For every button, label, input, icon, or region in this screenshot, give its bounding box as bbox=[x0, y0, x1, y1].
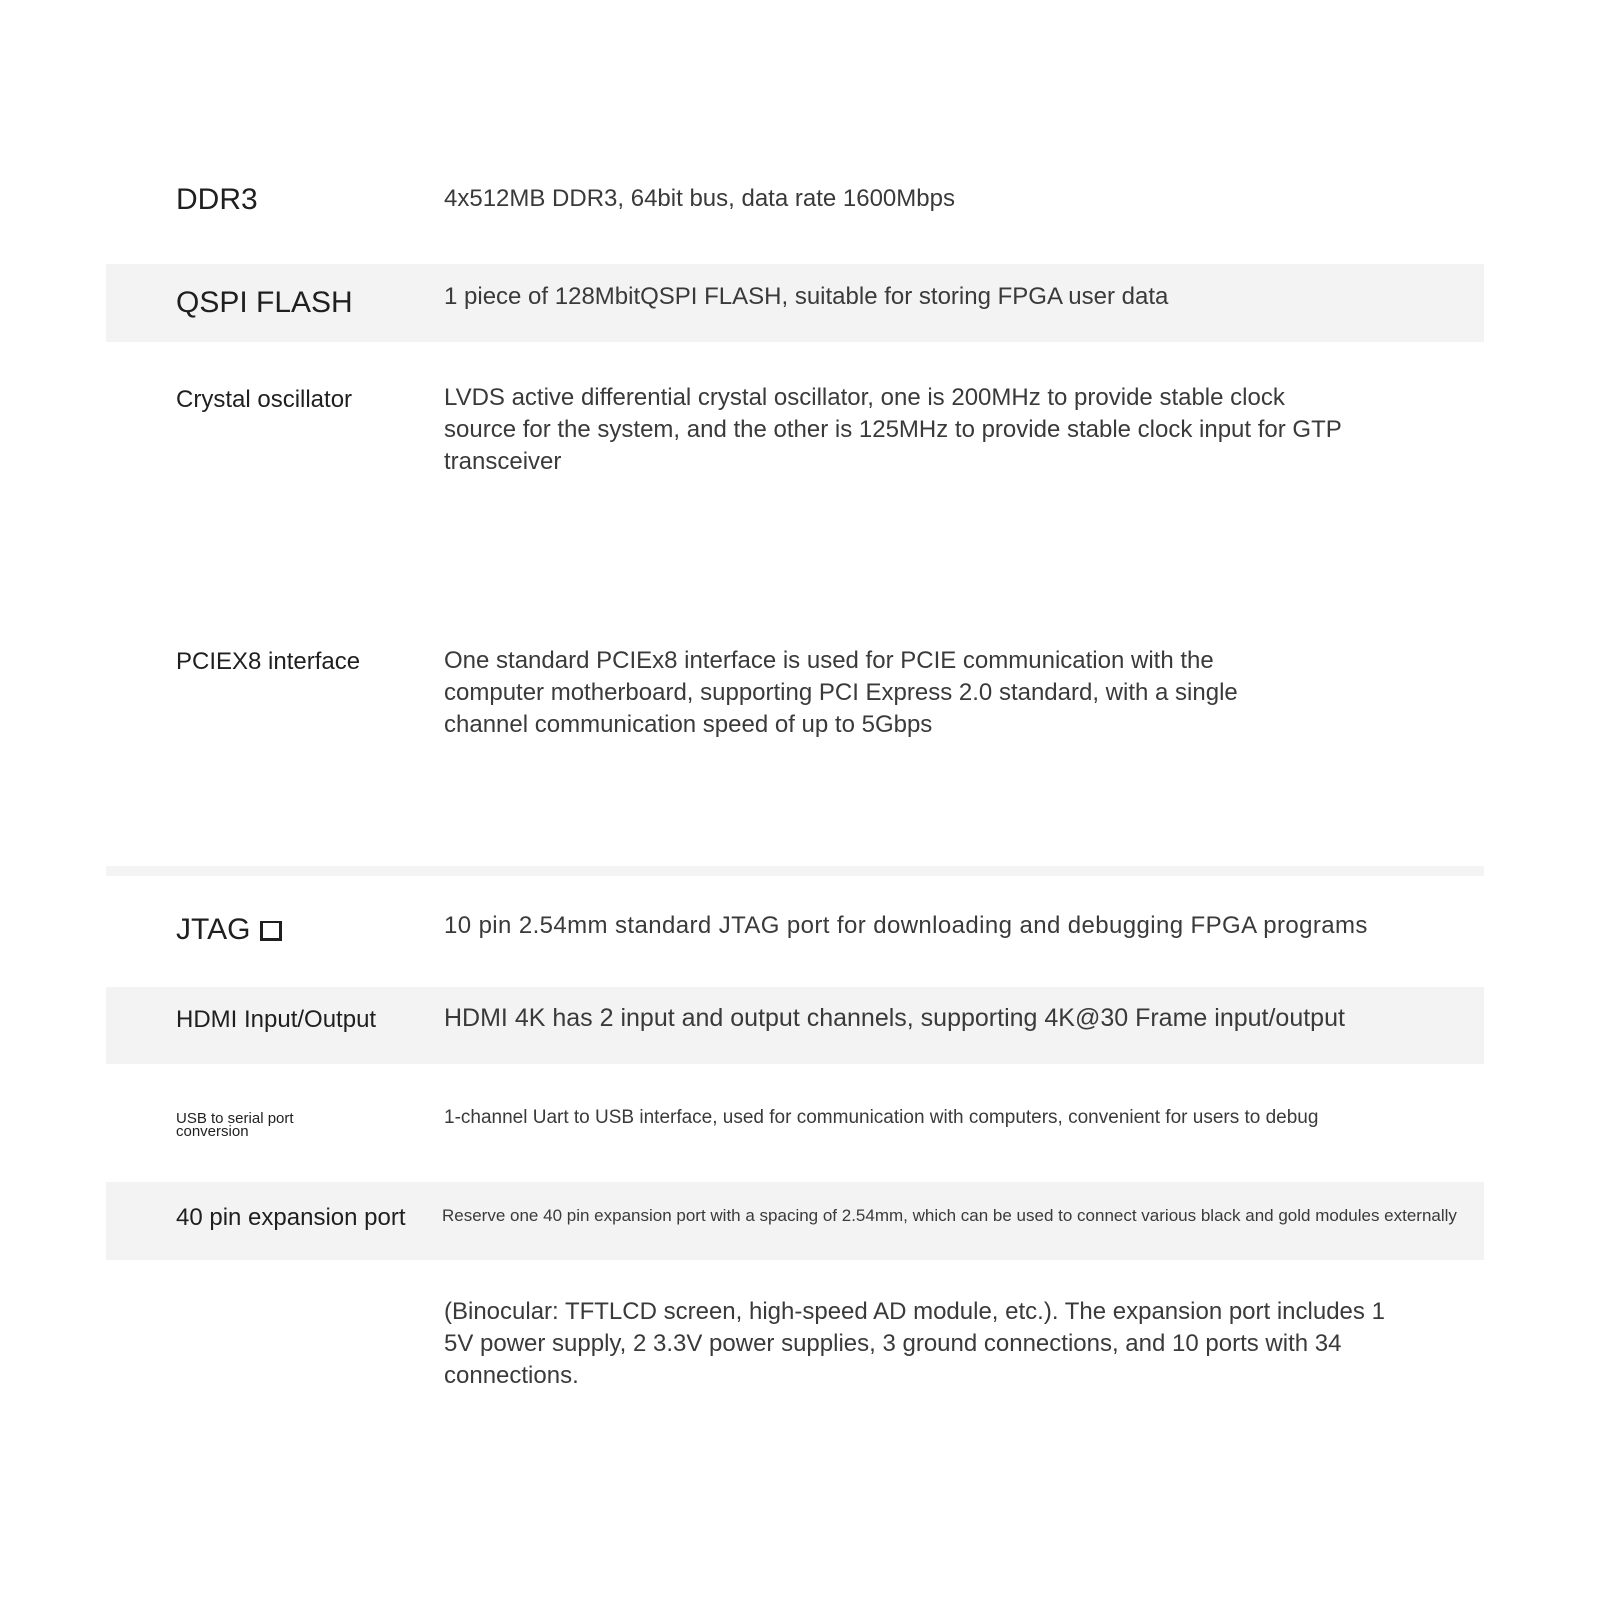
spec-desc-pciex8: One standard PCIEx8 interface is used for PCIE communication with the computer motherboard, supporting PCI Express 2.0 standard, with a single channel communication speed of up to 5Gbps bbox=[444, 647, 1238, 738]
spec-label-hdmi: HDMI Input/Output bbox=[176, 1006, 377, 1033]
spec-label-qspi-flash: QSPI FLASH bbox=[176, 286, 353, 319]
spec-desc-crystal-oscillator: LVDS active differential crystal oscillator, one is 200MHz to provide stable clock source for the system, and the other is 125MHz to provide stable clock input for GTP transceiver bbox=[444, 384, 1342, 475]
spec-label-jtag-text: JTAG bbox=[176, 913, 251, 946]
spec-label-crystal-oscillator: Crystal oscillator bbox=[176, 386, 353, 413]
spec-label-expansion-port: 40 pin expansion port bbox=[176, 1204, 406, 1231]
spec-desc-hdmi: HDMI 4K has 2 input and output channels, supporting 4K@30 Frame input/output bbox=[444, 1004, 1345, 1032]
spec-desc-usb-serial: 1-channel Uart to USB interface, used for communication with computers, convenient for users to debug bbox=[444, 1107, 1319, 1128]
spec-label-usb-serial: USB to serial port conversion bbox=[176, 1110, 294, 1140]
port-square-icon bbox=[260, 921, 282, 941]
spec-desc-qspi-flash: 1 piece of 128MbitQSPI FLASH, suitable for storing FPGA user data bbox=[444, 283, 1169, 310]
spec-desc-expansion-port: Reserve one 40 pin expansion port with a spacing of 2.54mm, which can be used to connect various black and gold modules externally bbox=[442, 1206, 1457, 1225]
spec-desc-ddr3: 4x512MB DDR3, 64bit bus, data rate 1600Mbps bbox=[444, 185, 955, 212]
spec-label-jtag bbox=[176, 913, 282, 947]
expansion-port-details: (Binocular: TFTLCD screen, high-speed AD module, etc.). The expansion port includes 1 5V power supply, 2 3.3V power supplies, 3 ground connections, and 10 ports with 34 connections. bbox=[444, 1298, 1385, 1389]
spec-label-ddr3: DDR3 bbox=[176, 183, 258, 216]
section-divider bbox=[106, 866, 1484, 876]
spec-label-pciex8: PCIEX8 interface bbox=[176, 648, 361, 675]
spec-desc-jtag: 10 pin 2.54mm standard JTAG port for downloading and debugging FPGA programs bbox=[444, 912, 1368, 939]
